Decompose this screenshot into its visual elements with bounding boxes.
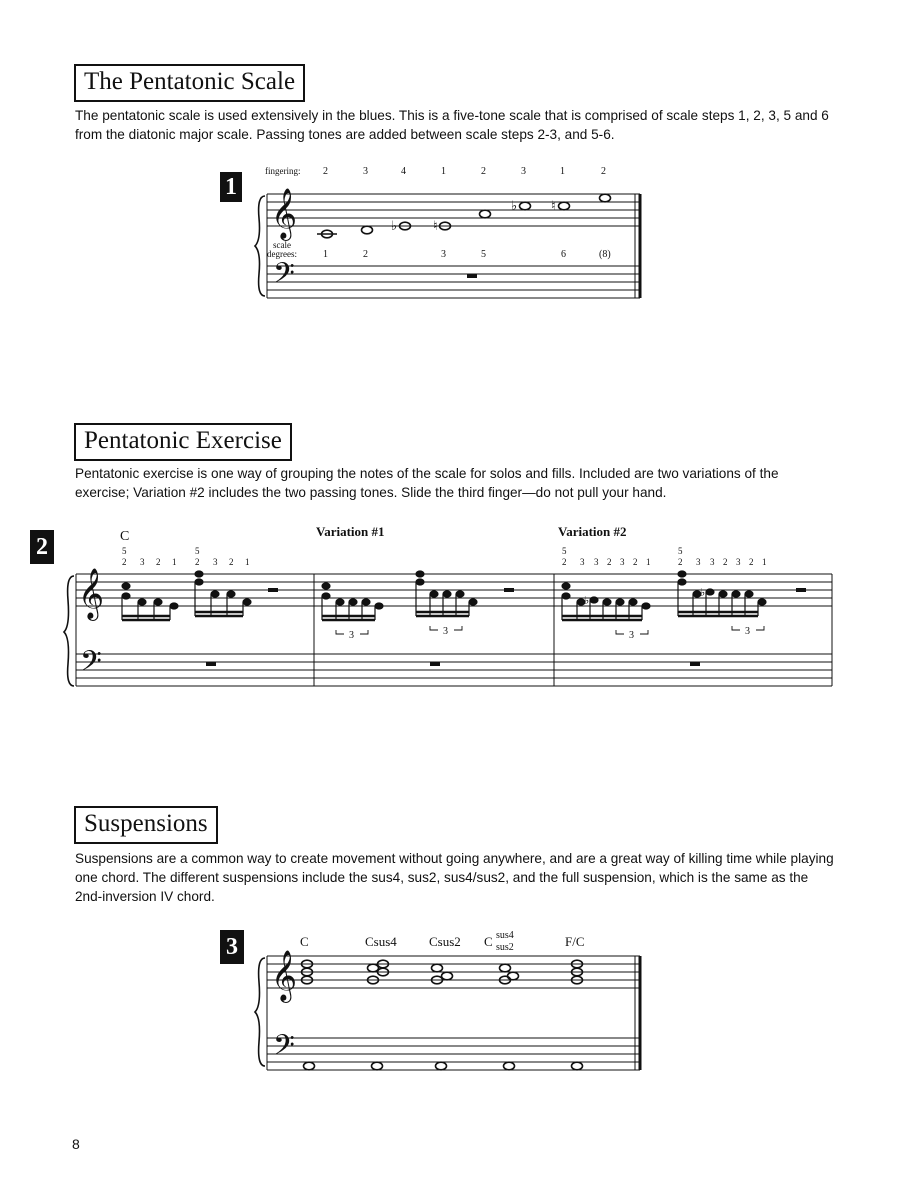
fingering: 2 [156,557,161,567]
scale-label: scale [273,240,291,250]
degree-5: 5 [481,249,486,260]
triplet-mark: 3 [443,626,448,637]
flat-sign: ♭ [584,595,590,607]
fingering-label: fingering: [265,166,301,176]
degree-1: 1 [323,249,328,260]
fingering: 3 [213,557,218,567]
fingering-top: 5 [122,546,127,556]
fingering: 3 [696,557,701,567]
flat-sign: ♭ [391,218,398,233]
section-heading-pentatonic-exercise: Pentatonic Exercise [74,423,292,461]
natural-sign: ♮ [551,198,556,213]
treble-clef: 𝄞 [271,189,298,238]
flat-sign: ♭ [511,198,518,213]
bass-clef: 𝄢 [273,259,295,296]
variation-1-label: Variation #1 [316,524,385,539]
fingering-top: 5 [678,546,683,556]
fingering-top: 5 [562,546,567,556]
fingering: 2 [633,557,638,567]
fingering: 3 [594,557,599,567]
chord-symbol-csus2: Csus2 [429,934,461,949]
fingering: 3 [580,557,585,567]
fingering: 2 [723,557,728,567]
section-heading-pentatonic-scale: The Pentatonic Scale [74,64,305,102]
degree-2: 2 [363,249,368,260]
fingering: 2 [562,557,567,567]
chord-symbol-sus4: sus4 [496,930,514,941]
treble-clef: 𝄞 [271,951,298,1000]
section-text-pentatonic-scale: The pentatonic scale is used extensively in the blues. This is a five-tone scale that is comprised of scale steps 1, 2, 3, 5 and 6 from the diatonic major scale. Passing tones are added between scale steps 2-3, and 5-6. [75,108,829,142]
fingering: 3 [736,557,741,567]
natural-sign: ♮ [433,218,438,233]
variation-2-label: Variation #2 [558,524,627,539]
bass-clef: 𝄢 [273,1031,295,1068]
example-number-2: 2 [30,530,54,564]
treble-clef: 𝄞 [78,569,105,618]
section-text-suspensions: Suspensions are a common way to create movement without going anywhere, and are a great way of killing time while playing one chord. The different suspensions include the sus4, sus2, sus4/sus2, and the full suspension, which is the same as the 2nd-inversion IV chord. [75,851,834,904]
degree-3: 3 [441,249,446,260]
fingering: 2 [678,557,683,567]
fingering: 1 [762,557,767,567]
example-number-1: 1 [220,172,242,202]
degrees-label: degrees: [267,249,297,259]
fingering: 1 [646,557,651,567]
section-text-pentatonic-exercise: Pentatonic exercise is one way of grouping the notes of the scale for solos and fills. Included are two variations of the exercise; Variation #2 includes the two passing tones. Slide the third finger—do not pull your hand. [75,466,779,500]
chord-symbol-c: C [300,934,309,949]
chord-symbol-c: C [120,529,130,544]
fingering: 3 [620,557,625,567]
fingering: 2 [122,557,127,567]
example-2-score [64,518,844,693]
fingering: 2 [229,557,234,567]
section-heading-suspensions: Suspensions [74,806,218,844]
example-3-score [255,926,655,1076]
triplet-mark: 3 [629,630,634,641]
fingering-2: 3 [363,166,368,177]
fingering-top: 5 [195,546,200,556]
fingering: 1 [172,557,177,567]
flat-sign: ♭ [700,587,706,599]
page-number: 8 [72,1136,80,1152]
fingering: 3 [140,557,145,567]
triplet-mark: 3 [745,626,750,637]
fingering-8: 2 [601,166,606,177]
fingering-6: 3 [521,166,526,177]
chord-symbol-csus4: Csus4 [365,934,397,949]
bass-clef: 𝄢 [80,647,102,684]
chord-symbol-f-over-c: F/C [565,934,585,949]
fingering: 1 [245,557,250,567]
fingering: 3 [710,557,715,567]
degree-8: (8) [599,249,611,260]
chord-symbol-c-sus4-sus2: C [484,934,493,949]
fingering: 2 [607,557,612,567]
fingering-5: 2 [481,166,486,177]
fingering-4: 1 [441,166,446,177]
triplet-mark: 3 [349,630,354,641]
example-number-3: 3 [220,930,244,964]
example-1-score [255,158,655,308]
degree-6: 6 [561,249,566,260]
chord-symbol-sus2: sus2 [496,942,514,953]
fingering-7: 1 [560,166,565,177]
fingering-1: 2 [323,166,328,177]
fingering-3: 4 [401,166,406,177]
fingering: 2 [749,557,754,567]
fingering: 2 [195,557,200,567]
